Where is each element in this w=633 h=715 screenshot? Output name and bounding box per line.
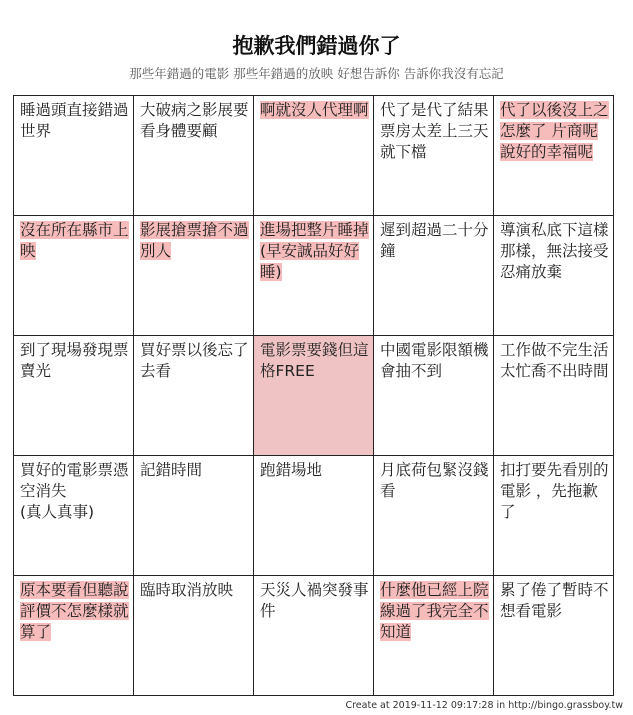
bingo-cell-text: 月底荷包緊沒錢看	[380, 461, 489, 500]
bingo-cell[interactable]	[494, 456, 614, 576]
footer-credit: Create at 2019-11-12 09:17:28 in http://bingo.grassboy.tw	[345, 700, 623, 711]
bingo-cell[interactable]	[14, 336, 134, 456]
bingo-cell[interactable]	[254, 456, 374, 576]
bingo-cell[interactable]	[134, 336, 254, 456]
bingo-cell-text: 跑錯場地	[260, 461, 323, 479]
bingo-free-cell[interactable]	[254, 336, 374, 456]
bingo-cell-text: 累了倦了暫時不想看電影	[500, 581, 609, 620]
bingo-cell-text: 工作做不完生活太忙喬不出時間	[500, 341, 609, 380]
bingo-cell[interactable]	[254, 96, 374, 216]
bingo-cell-text: 代了以後沒上之 怎麼了 片商呢 說好的幸福呢	[500, 101, 609, 161]
bingo-cell-text: 大破病之影展要看身體要顧	[140, 101, 249, 140]
bingo-cell[interactable]	[254, 576, 374, 696]
bingo-cell[interactable]	[374, 576, 494, 696]
bingo-cell[interactable]	[14, 216, 134, 336]
bingo-cell[interactable]	[134, 576, 254, 696]
bingo-cell[interactable]	[374, 216, 494, 336]
bingo-cell[interactable]	[494, 576, 614, 696]
bingo-cell-text: 原本要看但聽說評價不怎麼樣就算了	[20, 581, 129, 641]
bingo-cell-text: 什麼他已經上院線過了我完全不知道	[380, 581, 489, 641]
bingo-cell-text: 沒在所在縣市上映	[20, 221, 129, 260]
bingo-cell-text: 記錯時間	[140, 461, 203, 479]
bingo-cell[interactable]	[134, 456, 254, 576]
bingo-cell-text: 睡過頭直接錯過世界	[20, 101, 129, 140]
bingo-cell-text: 啊就沒人代理啊	[260, 101, 369, 119]
bingo-cell-text: 買好的電影票憑空消失 (真人真事)	[20, 461, 129, 521]
bingo-cell-text: 扣打要先看別的電影 ，先拖歉了	[500, 461, 609, 521]
bingo-cell[interactable]	[494, 216, 614, 336]
page-title: 抱歉我們錯過你了	[232, 34, 401, 58]
bingo-cell-text: 買好票以後忘了去看	[140, 341, 249, 380]
bingo-cell[interactable]	[14, 96, 134, 216]
bingo-cell[interactable]	[494, 96, 614, 216]
bingo-cell-text: 進場把整片睡掉(早安誠品好好睡)	[260, 221, 369, 281]
bingo-cell-text: 遲到超過二十分鐘	[380, 221, 489, 260]
bingo-cell-text: 到了現場發現票賣光	[20, 341, 129, 380]
bingo-cell-text: 天災人禍突發事件	[260, 581, 369, 620]
bingo-cell[interactable]	[374, 96, 494, 216]
page-subtitle: 那些年錯過的電影 那些年錯過的放映 好想告訴你 告訴你我沒有忘記	[129, 66, 504, 81]
bingo-cell[interactable]	[14, 456, 134, 576]
bingo-cell-text: 電影票要錢但這格FREE	[260, 341, 369, 380]
bingo-grid	[13, 95, 614, 696]
bingo-cell[interactable]	[14, 576, 134, 696]
bingo-cell-text: 中國電影限額機會抽不到	[380, 341, 489, 380]
bingo-cell[interactable]	[254, 216, 374, 336]
bingo-cell[interactable]	[494, 336, 614, 456]
bingo-cell-text: 臨時取消放映	[140, 581, 234, 599]
bingo-cell-text: 影展搶票搶不過別人	[140, 221, 249, 260]
bingo-cell-text: 代了是代了結果票房太差上三天就下檔	[380, 101, 489, 161]
bingo-cell[interactable]	[374, 336, 494, 456]
bingo-cell[interactable]	[134, 96, 254, 216]
bingo-cell-text: 導演私底下這樣那樣，無法接受忍痛放棄	[500, 221, 609, 281]
bingo-cell[interactable]	[134, 216, 254, 336]
bingo-cell[interactable]	[374, 456, 494, 576]
